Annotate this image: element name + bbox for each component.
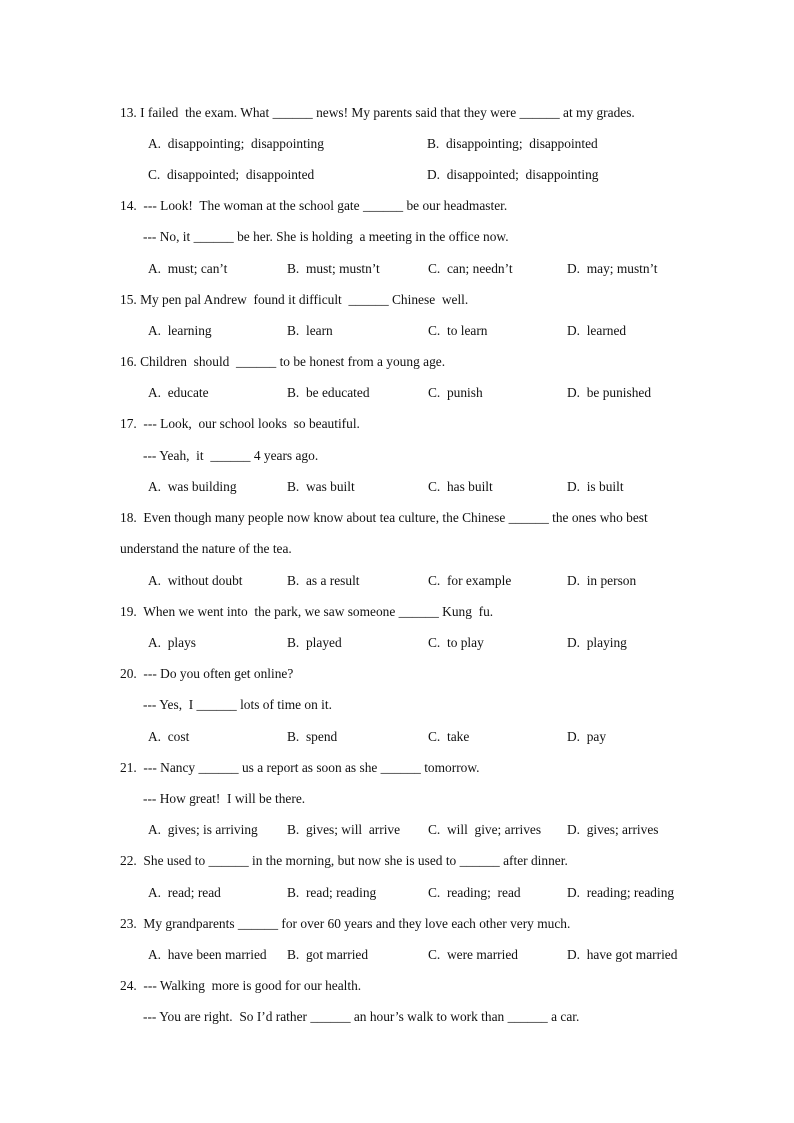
- q16-option-a: A. educate: [148, 385, 209, 400]
- q14-option-d: D. may; mustn’t: [567, 261, 658, 276]
- question-24-reply: --- You are right. So I’d rather ______ an hour’s walk to work than ______ a car.: [143, 1009, 580, 1024]
- question-21-text: 21. --- Nancy ______ us a report as soon as she ______ tomorrow.: [120, 760, 480, 775]
- q21-option-b: B. gives; will arrive: [287, 822, 401, 837]
- q22-option-d: D. reading; reading: [567, 885, 675, 900]
- q19-option-a: A. plays: [148, 635, 196, 650]
- q18-option-c: C. for example: [428, 573, 512, 588]
- question-24-text: 24. --- Walking more is good for our health.: [120, 978, 362, 993]
- question-20-reply: --- Yes, I ______ lots of time on it.: [143, 697, 332, 712]
- q23-option-b: B. got married: [287, 947, 369, 962]
- q23-option-d: D. have got married: [567, 947, 678, 962]
- q17-option-d: D. is built: [567, 479, 624, 494]
- question-16-text: 16. Children should ______ to be honest from a young age.: [120, 354, 446, 369]
- question-19-text: 19. When we went into the park, we saw someone ______ Kung fu.: [120, 604, 494, 619]
- q19-option-b: B. played: [287, 635, 342, 650]
- q13-option-d: D. disappointed; disappointing: [427, 167, 599, 182]
- q22-option-b: B. read; reading: [287, 885, 377, 900]
- q16-option-d: D. be punished: [567, 385, 652, 400]
- q16-option-b: B. be educated: [287, 385, 370, 400]
- q18-option-a: A. without doubt: [148, 573, 243, 588]
- q15-option-c: C. to learn: [428, 323, 488, 338]
- q13-option-a: A. disappointing; disappointing: [148, 136, 324, 151]
- q20-option-d: D. pay: [567, 729, 607, 744]
- q14-option-a: A. must; can’t: [148, 261, 228, 276]
- q23-option-c: C. were married: [428, 947, 518, 962]
- q21-option-d: D. gives; arrives: [567, 822, 659, 837]
- q14-option-b: B. must; mustn’t: [287, 261, 380, 276]
- q17-option-b: B. was built: [287, 479, 355, 494]
- q19-option-d: D. playing: [567, 635, 627, 650]
- q18-option-b: B. as a result: [287, 573, 360, 588]
- question-15-text: 15. My pen pal Andrew found it difficult ______ Chinese well.: [120, 292, 469, 307]
- question-17-reply: --- Yeah, it ______ 4 years ago.: [143, 448, 319, 463]
- question-14-text: 14. --- Look! The woman at the school gate ______ be our headmaster.: [120, 198, 508, 213]
- q13-option-b: B. disappointing; disappointed: [427, 136, 598, 151]
- q22-option-a: A. read; read: [148, 885, 221, 900]
- q22-option-c: C. reading; read: [428, 885, 521, 900]
- question-13-text: 13. I failed the exam. What ______ news! My parents said that they were ______ at my grades.: [120, 105, 635, 120]
- q15-option-a: A. learning: [148, 323, 212, 338]
- q20-option-a: A. cost: [148, 729, 190, 744]
- q20-option-b: B. spend: [287, 729, 338, 744]
- q13-option-c: C. disappointed; disappointed: [148, 167, 315, 182]
- q21-option-c: C. will give; arrives: [428, 822, 542, 837]
- q15-option-d: D. learned: [567, 323, 627, 338]
- q20-option-c: C. take: [428, 729, 470, 744]
- q18-option-d: D. in person: [567, 573, 637, 588]
- question-22-text: 22. She used to ______ in the morning, but now she is used to ______ after dinner.: [120, 853, 568, 868]
- q19-option-c: C. to play: [428, 635, 484, 650]
- q21-option-a: A. gives; is arriving: [148, 822, 258, 837]
- question-17-text: 17. --- Look, our school looks so beautiful.: [120, 416, 360, 431]
- q23-option-a: A. have been married: [148, 947, 267, 962]
- question-14-reply: --- No, it ______ be her. She is holding a meeting in the office now.: [143, 229, 509, 244]
- q16-option-c: C. punish: [428, 385, 483, 400]
- question-23-text: 23. My grandparents ______ for over 60 years and they love each other very much.: [120, 916, 571, 931]
- q15-option-b: B. learn: [287, 323, 333, 338]
- question-20-text: 20. --- Do you often get online?: [120, 666, 294, 681]
- question-21-reply: --- How great! I will be there.: [143, 791, 306, 806]
- question-18-text: 18. Even though many people now know about tea culture, the Chinese ______ the ones who best: [120, 510, 648, 525]
- question-18-text-cont: understand the nature of the tea.: [120, 541, 292, 556]
- q17-option-c: C. has built: [428, 479, 493, 494]
- q14-option-c: C. can; needn’t: [428, 261, 513, 276]
- q17-option-a: A. was building: [148, 479, 237, 494]
